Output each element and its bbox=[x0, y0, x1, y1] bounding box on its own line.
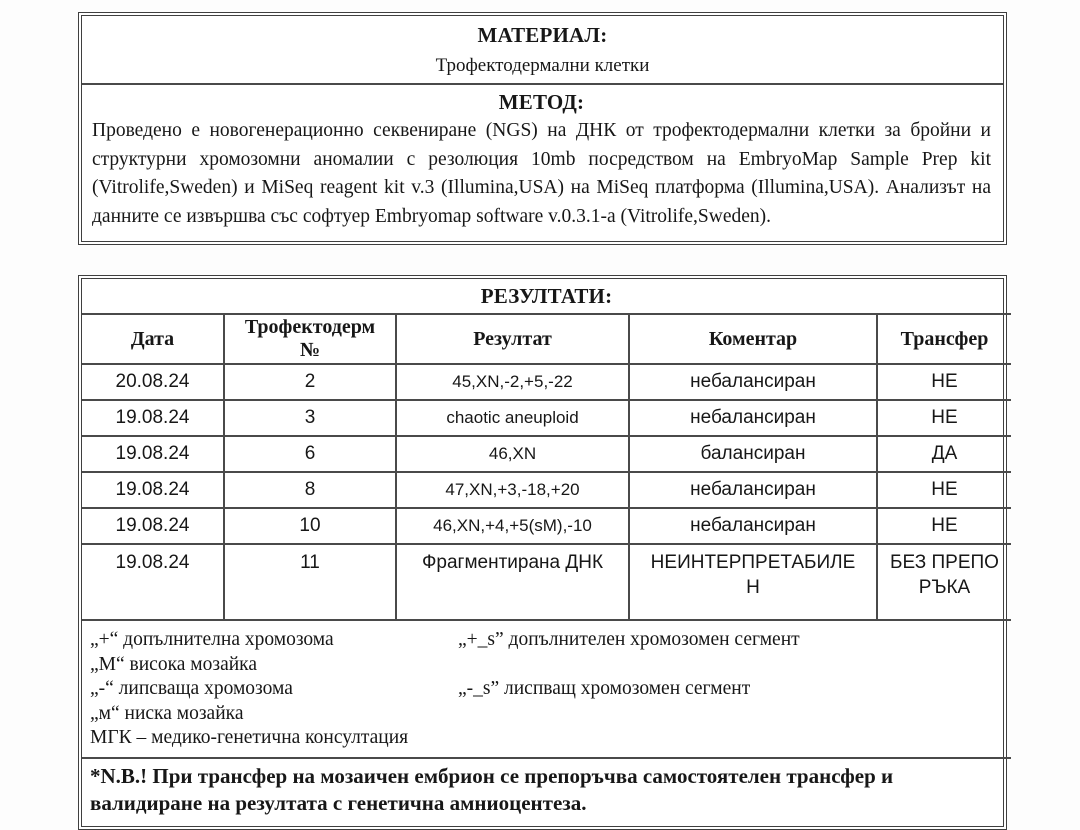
cell-number: 6 bbox=[224, 436, 396, 472]
cell-number: 3 bbox=[224, 400, 396, 436]
cell-number: 10 bbox=[224, 508, 396, 544]
cell-comment: небалансиран bbox=[629, 400, 877, 436]
cell-comment: небалансиран bbox=[629, 364, 877, 400]
cell-comment: небалансиран bbox=[629, 472, 877, 508]
method-title: МЕТОД: bbox=[498, 90, 585, 114]
cell-result: chaotic aneuploid bbox=[396, 400, 629, 436]
legend-extra-segment: „+_s” допълнителен хромозомен сегмент bbox=[458, 629, 800, 650]
col-header-date: Дата bbox=[82, 314, 224, 364]
material-method-table bbox=[78, 12, 1007, 245]
col-header-trophectoderm-number: Трофектодерм № bbox=[224, 314, 396, 364]
cell-transfer: ДА bbox=[877, 436, 1011, 472]
table-row bbox=[82, 436, 1011, 472]
nb-note-text: *N.B.! При трансфер на мозаичен ембрион се препоръчва самостоятелен трансфер и валидиране на резултата с генетична амниоцентеза. bbox=[90, 763, 894, 815]
legend-section bbox=[82, 620, 1011, 758]
cell-number: 2 bbox=[224, 364, 396, 400]
cell-transfer: НЕ bbox=[877, 364, 1011, 400]
legend-high-mosaic: „М“ висока мозайка bbox=[90, 653, 257, 675]
results-header-row bbox=[82, 314, 1011, 364]
legend-line bbox=[90, 653, 1003, 678]
legend-missing-chromosome: „-“ липсваща хромозома bbox=[90, 678, 293, 699]
cell-date: 19.08.24 bbox=[82, 508, 224, 544]
cell-transfer: НЕ bbox=[877, 400, 1011, 436]
cell-date: 19.08.24 bbox=[82, 472, 224, 508]
results-table bbox=[78, 275, 1007, 830]
legend-line bbox=[90, 628, 1003, 653]
method-text: Проведено е новогенерационно секвениране (NGS) на ДНК от трофектодермални клетки за бройни и структурни хромозомни аномалии с резолюция 10mb посредством на EmbryoMap Sample Prep kit (Vitrolife,Sweden) и MiSeq reagent kit v.3 (Illumina,USA) на MiSeq платформа (Illumina,USA). Анализът на данните се извършва със софтуер Embryomap software v.0.3.1-a (Vitrolife,Sweden). bbox=[92, 120, 991, 227]
legend-mgk: МГК – медико-генетична консултация bbox=[90, 727, 409, 748]
cell-result: 46,XN bbox=[396, 436, 629, 472]
legend-missing-segment: „-_s” лиспващ хромозомен сегмент bbox=[458, 678, 751, 699]
table-row bbox=[82, 472, 1011, 508]
cell-number: 8 bbox=[224, 472, 396, 508]
cell-comment: НЕИНТЕРПРЕТАБИЛЕН bbox=[629, 544, 877, 620]
cell-result: 47,XN,+3,-18,+20 bbox=[396, 472, 629, 508]
cell-transfer: НЕ bbox=[877, 508, 1011, 544]
cell-date: 20.08.24 bbox=[82, 364, 224, 400]
cell-comment: балансиран bbox=[629, 436, 877, 472]
legend-line bbox=[90, 677, 1003, 702]
table-row bbox=[82, 508, 1011, 544]
report-document bbox=[78, 12, 1007, 830]
legend-extra-chromosome: „+“ допълнителна хромозома bbox=[90, 629, 334, 650]
cell-comment: небалансиран bbox=[629, 508, 877, 544]
material-section bbox=[82, 16, 1003, 84]
col-header-result: Резултат bbox=[396, 314, 629, 364]
cell-result: Фрагментирана ДНК bbox=[396, 544, 629, 620]
material-value: Трофектодермални клетки bbox=[435, 54, 650, 76]
col-header-comment: Коментар bbox=[629, 314, 877, 364]
cell-result: 46,XN,+4,+5(sM),-10 bbox=[396, 508, 629, 544]
nb-note-section bbox=[82, 758, 1011, 826]
method-section bbox=[82, 84, 1003, 241]
legend-line bbox=[90, 726, 1003, 751]
cell-date: 19.08.24 bbox=[82, 544, 224, 620]
legend-line bbox=[90, 702, 1003, 727]
cell-result: 45,XN,-2,+5,-22 bbox=[396, 364, 629, 400]
cell-transfer: БЕЗ ПРЕПОРЪКА bbox=[877, 544, 1011, 620]
cell-date: 19.08.24 bbox=[82, 436, 224, 472]
results-title: РЕЗУЛТАТИ: bbox=[82, 279, 1011, 314]
table-row bbox=[82, 400, 1011, 436]
table-row bbox=[82, 544, 1011, 620]
table-row bbox=[82, 364, 1011, 400]
cell-number: 11 bbox=[224, 544, 396, 620]
col-header-transfer: Трансфер bbox=[877, 314, 1011, 364]
material-title: МАТЕРИАЛ: bbox=[477, 22, 608, 47]
legend-low-mosaic: „м“ ниска мозайка bbox=[90, 702, 244, 724]
cell-transfer: НЕ bbox=[877, 472, 1011, 508]
cell-date: 19.08.24 bbox=[82, 400, 224, 436]
